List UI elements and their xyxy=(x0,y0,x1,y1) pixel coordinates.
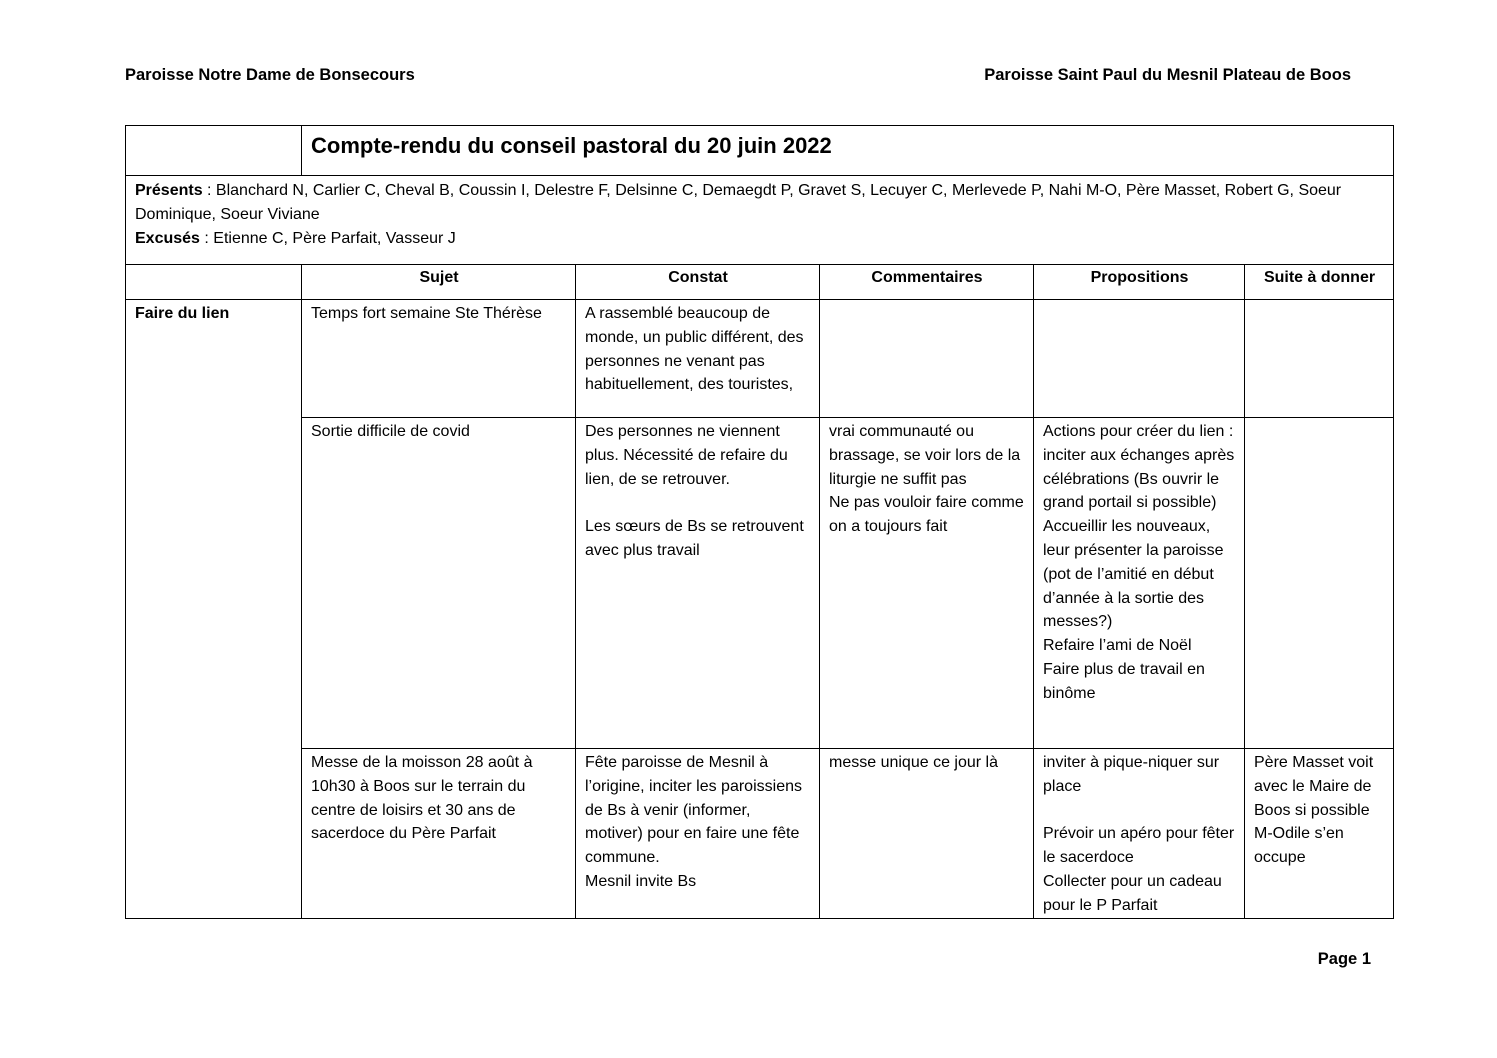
row2-constat-p1: Des personnes ne viennent plus. Nécessité de refaire du lien, de se retrouver. xyxy=(585,423,788,488)
row1-commentaires xyxy=(820,300,1034,418)
column-header-suite: Suite à donner xyxy=(1245,265,1394,300)
row3-suite: Père Masset voit avec le Maire de Boos si possible M-Odile s’en occupe xyxy=(1245,749,1394,919)
row1-sujet: Temps fort semaine Ste Thérèse xyxy=(302,300,576,418)
title-row xyxy=(126,126,1394,176)
row3-commentaires: messe unique ce jour là xyxy=(820,749,1034,919)
row2-suite xyxy=(1245,418,1394,749)
row1-propositions xyxy=(1034,300,1245,418)
row3-sujet: Messe de la moisson 28 août à 10h30 à Boos sur le terrain du centre de loisirs et 30 ans de sacerdoce du Père Parfait xyxy=(302,749,576,919)
attendance-cell xyxy=(126,176,1394,265)
column-header-propositions: Propositions xyxy=(1034,265,1245,300)
title-empty-cell xyxy=(126,126,302,176)
column-header-sujet: Sujet xyxy=(302,265,576,300)
presents-label: Présents xyxy=(135,182,203,199)
table-row xyxy=(126,749,1394,919)
document-title: Compte-rendu du conseil pastoral du 20 juin 2022 xyxy=(302,126,1394,176)
excuses-label: Excusés xyxy=(135,229,200,247)
excuses-list: : Etienne C, Père Parfait, Vasseur J xyxy=(199,229,456,247)
section-label: Faire du lien xyxy=(126,300,302,919)
row3-propositions-p2: Prévoir un apéro pour fêter le sacerdoce Collecter pour un cadeau pour le P Parfait xyxy=(1043,825,1235,914)
header-right-parish: Paroisse Saint Paul du Mesnil Plateau de Boos xyxy=(984,66,1351,84)
row2-sujet: Sortie difficile de covid xyxy=(302,418,576,749)
report-table xyxy=(125,125,1394,919)
page-number: Page 1 xyxy=(1317,950,1371,968)
row2-constat-p2: Les sœurs de Bs se retrouvent avec plus travail xyxy=(585,518,804,559)
column-header-commentaires: Commentaires xyxy=(820,265,1034,300)
row3-propositions xyxy=(1034,749,1245,919)
row2-propositions: Actions pour créer du lien : inciter aux échanges après célébrations (Bs ouvrir le grand portail si possible) Accueillir les nouveaux, leur présenter la paroisse (pot de l’amitié en début d’année à la sortie des messes?) Refaire l’ami de Noël Faire plus de travail en binôme xyxy=(1034,418,1245,749)
column-header-constat: Constat xyxy=(576,265,820,300)
table-row xyxy=(126,418,1394,749)
row3-propositions-p1: inviter à pique-niquer sur place xyxy=(1043,754,1220,795)
row1-suite xyxy=(1245,300,1394,418)
attendance-row xyxy=(126,176,1394,265)
row2-constat xyxy=(576,418,820,749)
presents-list: : Blanchard N, Carlier C, Cheval B, Coussin I, Delestre F, Delsinne C, Demaegdt P, Gravet S, Lecuyer C, Merlevede P, Nahi M-O, Père Masset, Robert G, Soeur Dominique, Soeur Viviane xyxy=(135,182,1342,223)
row1-constat: A rassemblé beaucoup de monde, un public différent, des personnes ne venant pas habituellement, des touristes, xyxy=(576,300,820,418)
table-row xyxy=(126,300,1394,418)
header-left-parish: Paroisse Notre Dame de Bonsecours xyxy=(125,66,415,84)
row2-commentaires: vrai communauté ou brassage, se voir lors de la liturgie ne suffit pas Ne pas vouloir faire comme on a toujours fait xyxy=(820,418,1034,749)
row3-constat: Fête paroisse de Mesnil à l’origine, inciter les paroissiens de Bs à venir (informer, motiver) pour en faire une fête commune. Mesnil invite Bs xyxy=(576,749,820,919)
column-header-empty xyxy=(126,265,302,300)
column-header-row xyxy=(126,265,1394,300)
